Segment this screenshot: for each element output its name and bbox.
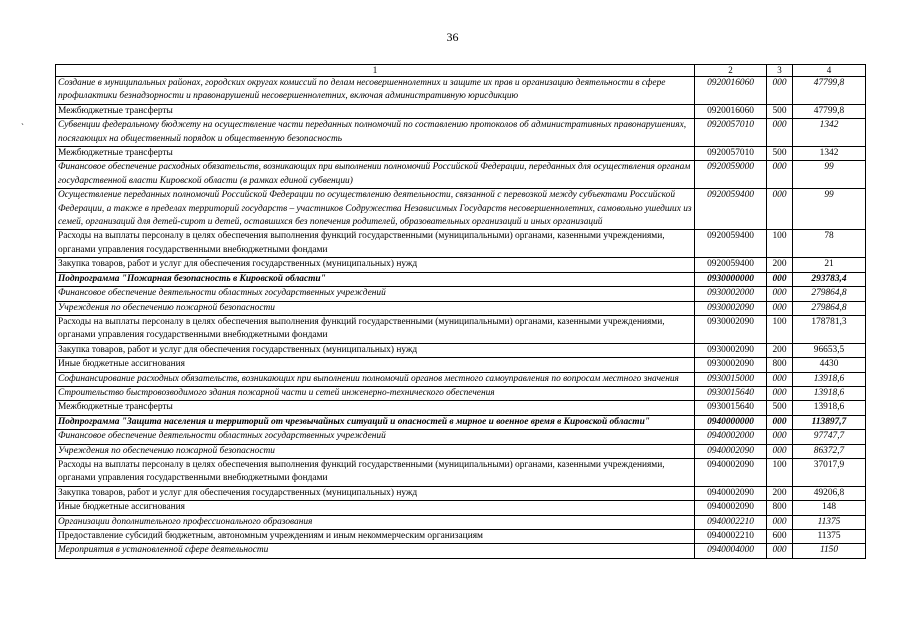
table-row: [56, 104, 866, 118]
row-amount-cell: 13918,6: [793, 386, 866, 400]
row-type-cell: 000: [767, 430, 793, 444]
row-name-cell: Закупка товаров, работ и услуг для обеспечения государственных (муниципальных) нужд: [56, 258, 695, 272]
row-type-cell: 800: [767, 501, 793, 515]
row-name-cell: Осуществление переданных полномочий Российской Федерации по осуществлению деятельности, связанной с перевозкой между субъектами Российской Федерации, а также в пределах территорий государств – участников Содружества Независимых Государств несовершеннолетних, самовольно ушедших из семей, организаций для детей-сирот и детей, оставшихся без попечения родителей, образовательных организаций и иных организаций: [56, 189, 695, 230]
row-code-cell: 0930015640: [695, 386, 767, 400]
table-row: [56, 301, 866, 315]
table-row: [56, 486, 866, 500]
row-amount-cell: 96653,5: [793, 343, 866, 357]
table-row: [56, 530, 866, 544]
row-amount-cell: 178781,3: [793, 315, 866, 343]
row-name-cell: Софинансирование расходных обязательств, возникающих при выполнении полномочий органов местного самоуправления по вопросам местного значения: [56, 372, 695, 386]
row-amount-cell: 279864,8: [793, 301, 866, 315]
row-amount-cell: 279864,8: [793, 287, 866, 301]
column-header-2: 2: [695, 65, 767, 77]
row-name-cell: Субвенции федеральному бюджету на осуществление части переданных полномочий по составлению протоколов об административных правонарушениях, посягающих на общественный порядок и общественную безопасность: [56, 119, 695, 147]
table-row: [56, 458, 866, 486]
row-amount-cell: 11375: [793, 515, 866, 529]
row-name-cell: Расходы на выплаты персоналу в целях обеспечения выполнения функций государственными (муниципальными) органами, казенными учреждениями, органами управления государственными внебюджетными фондами: [56, 458, 695, 486]
row-type-cell: 000: [767, 515, 793, 529]
row-amount-cell: 97747,7: [793, 430, 866, 444]
row-code-cell: 0940002210: [695, 515, 767, 529]
table-row: [56, 386, 866, 400]
row-name-cell: Строительство быстровозводимого здания пожарной части и сетей инженерно-технического обеспечения: [56, 386, 695, 400]
row-name-cell: Межбюджетные трансферты: [56, 401, 695, 415]
table-row: [56, 515, 866, 529]
row-code-cell: 0920059400: [695, 258, 767, 272]
row-code-cell: 0930015000: [695, 372, 767, 386]
row-code-cell: 0920059000: [695, 161, 767, 189]
row-amount-cell: 4430: [793, 358, 866, 372]
row-name-cell: Мероприятия в установленной сфере деятельности: [56, 544, 695, 558]
row-amount-cell: 99: [793, 189, 866, 230]
row-type-cell: 100: [767, 458, 793, 486]
row-code-cell: 0930000000: [695, 272, 767, 286]
table-row: [56, 358, 866, 372]
row-name-cell: Финансовое обеспечение расходных обязательств, возникающих при выполнении полномочий Российской Федерации, переданных для осуществления органам государственной власти Кировской области (в рамках единой субвенции): [56, 161, 695, 189]
row-code-cell: 0930002090: [695, 343, 767, 357]
row-type-cell: 000: [767, 386, 793, 400]
row-code-cell: 0930002090: [695, 358, 767, 372]
row-type-cell: 100: [767, 315, 793, 343]
row-type-cell: 000: [767, 119, 793, 147]
table-row: [56, 343, 866, 357]
row-name-cell: Финансовое обеспечение деятельности областных государственных учреждений: [56, 287, 695, 301]
row-name-cell: Иные бюджетные ассигнования: [56, 358, 695, 372]
row-amount-cell: 21: [793, 258, 866, 272]
row-name-cell: Закупка товаров, работ и услуг для обеспечения государственных (муниципальных) нужд: [56, 486, 695, 500]
row-type-cell: 000: [767, 77, 793, 105]
table-row: [56, 430, 866, 444]
row-amount-cell: 113897,7: [793, 415, 866, 429]
row-type-cell: 000: [767, 301, 793, 315]
row-amount-cell: 1342: [793, 147, 866, 161]
row-amount-cell: 47799,8: [793, 77, 866, 105]
column-header-1: 1: [56, 65, 695, 77]
table-row: [56, 415, 866, 429]
row-type-cell: 000: [767, 444, 793, 458]
row-type-cell: 500: [767, 401, 793, 415]
page-number: 36: [446, 30, 459, 44]
row-amount-cell: 99: [793, 161, 866, 189]
column-header-4: 4: [793, 65, 866, 77]
table-row: [56, 372, 866, 386]
row-amount-cell: 37017,9: [793, 458, 866, 486]
table-header-row: [56, 65, 866, 77]
row-amount-cell: 78: [793, 230, 866, 258]
table-row: [56, 501, 866, 515]
row-type-cell: 600: [767, 530, 793, 544]
row-type-cell: 800: [767, 358, 793, 372]
row-code-cell: 0920059400: [695, 230, 767, 258]
row-amount-cell: 1342: [793, 119, 866, 147]
row-type-cell: 000: [767, 161, 793, 189]
column-header-3: 3: [767, 65, 793, 77]
row-name-cell: Учреждения по обеспечению пожарной безопасности: [56, 444, 695, 458]
row-name-cell: Подпрограмма "Защита населения и территорий от чрезвычайных ситуаций и опасностей в мирное и военное время в Кировской области": [56, 415, 695, 429]
row-amount-cell: 13918,6: [793, 401, 866, 415]
row-type-cell: 200: [767, 258, 793, 272]
row-type-cell: 100: [767, 230, 793, 258]
row-code-cell: 0930002000: [695, 287, 767, 301]
row-type-cell: 000: [767, 372, 793, 386]
table-row: [56, 161, 866, 189]
row-name-cell: Подпрограмма "Пожарная безопасность в Кировской области": [56, 272, 695, 286]
row-name-cell: Расходы на выплаты персоналу в целях обеспечения выполнения функций государственными (муниципальными) органами, казенными учреждениями, органами управления государственными внебюджетными фондами: [56, 230, 695, 258]
table-row: [56, 230, 866, 258]
margin-mark: `: [21, 122, 24, 132]
row-code-cell: 0940000000: [695, 415, 767, 429]
row-code-cell: 0920016060: [695, 77, 767, 105]
row-type-cell: 000: [767, 287, 793, 301]
row-name-cell: Закупка товаров, работ и услуг для обеспечения государственных (муниципальных) нужд: [56, 343, 695, 357]
table-row: [56, 272, 866, 286]
table-body: [56, 77, 866, 559]
row-code-cell: 0940002090: [695, 444, 767, 458]
table-row: [56, 444, 866, 458]
row-code-cell: 0940002210: [695, 530, 767, 544]
table-row: [56, 401, 866, 415]
row-name-cell: Расходы на выплаты персоналу в целях обеспечения выполнения функций государственными (муниципальными) органами, казенными учреждениями, органами управления государственными внебюджетными фондами: [56, 315, 695, 343]
row-amount-cell: 1150: [793, 544, 866, 558]
row-type-cell: 000: [767, 189, 793, 230]
row-name-cell: Финансовое обеспечение деятельности областных государственных учреждений: [56, 430, 695, 444]
row-amount-cell: 49206,8: [793, 486, 866, 500]
row-amount-cell: 148: [793, 501, 866, 515]
row-name-cell: Создание в муниципальных районах, городских округах комиссий по делам несовершеннолетних и защите их прав и организацию деятельности в сфере профилактики безнадзорности и правонарушений несовершеннолетних, включая административную юрисдикцию: [56, 77, 695, 105]
table-row: [56, 119, 866, 147]
row-code-cell: 0930002090: [695, 301, 767, 315]
table-row: [56, 287, 866, 301]
table-row: [56, 544, 866, 558]
row-type-cell: 200: [767, 343, 793, 357]
row-amount-cell: 47799,8: [793, 104, 866, 118]
table-row: [56, 258, 866, 272]
row-code-cell: 0920016060: [695, 104, 767, 118]
row-amount-cell: 86372,7: [793, 444, 866, 458]
row-code-cell: 0930015640: [695, 401, 767, 415]
row-name-cell: Предоставление субсидий бюджетным, автономным учреждениям и иным некоммерческим организациям: [56, 530, 695, 544]
row-type-cell: 000: [767, 272, 793, 286]
row-code-cell: 0940002090: [695, 486, 767, 500]
row-name-cell: Учреждения по обеспечению пожарной безопасности: [56, 301, 695, 315]
row-type-cell: 000: [767, 544, 793, 558]
row-code-cell: 0930002090: [695, 315, 767, 343]
row-name-cell: Межбюджетные трансферты: [56, 104, 695, 118]
row-amount-cell: 293783,4: [793, 272, 866, 286]
row-code-cell: 0920057010: [695, 147, 767, 161]
row-name-cell: Иные бюджетные ассигнования: [56, 501, 695, 515]
table-row: [56, 77, 866, 105]
row-type-cell: 000: [767, 415, 793, 429]
row-type-cell: 500: [767, 147, 793, 161]
table-row: [56, 147, 866, 161]
row-code-cell: 0940002000: [695, 430, 767, 444]
row-type-cell: 500: [767, 104, 793, 118]
table-row: [56, 315, 866, 343]
row-code-cell: 0940004000: [695, 544, 767, 558]
budget-table: [55, 64, 866, 559]
row-name-cell: Межбюджетные трансферты: [56, 147, 695, 161]
row-type-cell: 200: [767, 486, 793, 500]
row-code-cell: 0920059400: [695, 189, 767, 230]
row-code-cell: 0920057010: [695, 119, 767, 147]
row-name-cell: Организации дополнительного профессионального образования: [56, 515, 695, 529]
table-row: [56, 189, 866, 230]
row-code-cell: 0940002090: [695, 458, 767, 486]
row-code-cell: 0940002090: [695, 501, 767, 515]
row-amount-cell: 13918,6: [793, 372, 866, 386]
row-amount-cell: 11375: [793, 530, 866, 544]
